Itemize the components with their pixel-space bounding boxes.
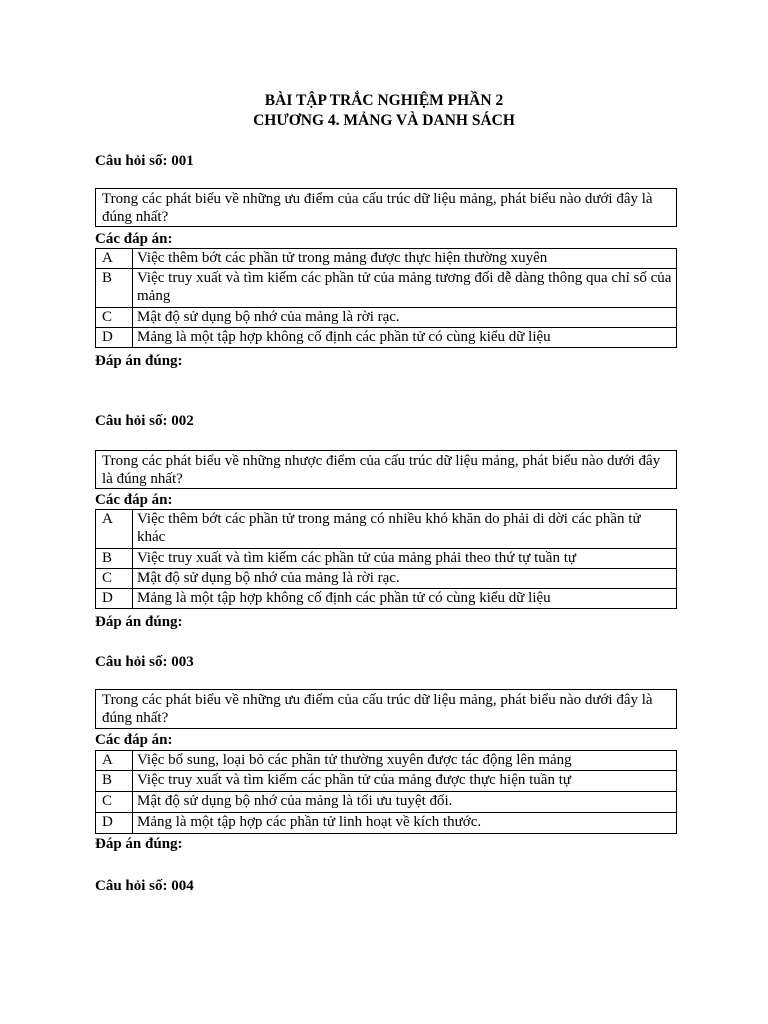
answer-letter: B: [96, 771, 133, 792]
question-text-box: [95, 450, 677, 489]
answer-text: Mảng là một tập hợp không cố định các phần tử có cùng kiểu dữ liệu: [133, 328, 677, 348]
answer-letter: A: [96, 510, 133, 549]
answer-row: [96, 308, 677, 328]
answer-row: [96, 269, 677, 308]
answer-row: [96, 328, 677, 348]
answer-letter: C: [96, 569, 133, 589]
question-text-box: [95, 689, 677, 729]
question-text-box: [95, 188, 677, 227]
answer-text: Việc truy xuất và tìm kiếm các phần tử của mảng phải theo thứ tự tuần tự: [133, 549, 677, 569]
answer-text: Mảng là một tập hợp các phần tử linh hoạt về kích thước.: [133, 813, 677, 834]
correct-answer-label: Đáp án đúng:: [95, 614, 183, 630]
answer-row: [96, 249, 677, 269]
answer-letter: D: [96, 328, 133, 348]
chapter-title: CHƯƠNG 4. MẢNG VÀ DANH SÁCH: [253, 112, 515, 129]
answer-text: Việc thêm bớt các phần tử trong mảng được thực hiện thường xuyên: [133, 249, 677, 269]
answer-row: [96, 792, 677, 813]
answers-label: Các đáp án:: [95, 231, 173, 247]
answer-row: [96, 510, 677, 549]
answer-row: [96, 751, 677, 771]
answer-letter: C: [96, 792, 133, 813]
answers-table: [95, 248, 677, 348]
answer-text: Việc truy xuất và tìm kiếm các phần tử của mảng được thực hiện tuần tự: [133, 771, 677, 792]
answer-text: Mật độ sử dụng bộ nhớ của mảng là tối ưu tuyệt đối.: [133, 792, 677, 813]
answer-letter: B: [96, 269, 133, 308]
document-title: BÀI TẬP TRẮC NGHIỆM PHẦN 2: [264, 92, 504, 109]
answers-label: Các đáp án:: [95, 492, 173, 508]
answer-text: Việc truy xuất và tìm kiếm các phần tử của mảng tương đối dễ dàng thông qua chỉ số của mảng: [133, 269, 677, 308]
answers-table: [95, 750, 677, 834]
correct-answer-label: Đáp án đúng:: [95, 353, 183, 369]
answer-letter: A: [96, 249, 133, 269]
answer-letter: D: [96, 813, 133, 834]
answer-text: Mật độ sử dụng bộ nhớ của mảng là rời rạc.: [133, 569, 677, 589]
answer-text: Việc thêm bớt các phần tử trong mảng có nhiều khó khăn do phải di dời các phần tử khác: [133, 510, 677, 549]
answers-label: Các đáp án:: [95, 732, 173, 748]
question-label: Câu hỏi số: 002: [95, 413, 194, 429]
answer-row: [96, 549, 677, 569]
answer-letter: A: [96, 751, 133, 771]
answer-text: Mật độ sử dụng bộ nhớ của mảng là rời rạc.: [133, 308, 677, 328]
correct-answer-label: Đáp án đúng:: [95, 836, 183, 852]
answer-letter: C: [96, 308, 133, 328]
answer-letter: B: [96, 549, 133, 569]
answers-table: [95, 509, 677, 609]
answer-row: [96, 589, 677, 609]
answer-row: [96, 569, 677, 589]
answer-row: [96, 813, 677, 834]
question-text: Trong các phát biểu về những ưu điểm của cấu trúc dữ liệu mảng, phát biểu nào dưới đây là đúng nhất?: [102, 692, 653, 726]
answer-text: Việc bổ sung, loại bỏ các phần tử thường xuyên được tác động lên mảng: [133, 751, 677, 771]
question-label: Câu hỏi số: 003: [95, 654, 194, 670]
question-label: Câu hỏi số: 004: [95, 878, 194, 894]
question-text: Trong các phát biểu về những nhược điểm của cấu trúc dữ liệu mảng, phát biểu nào dưới đây là đúng nhất?: [102, 453, 661, 487]
answer-text: Mảng là một tập hợp không cố định các phần tử có cùng kiểu dữ liệu: [133, 589, 677, 609]
question-label: Câu hỏi số: 001: [95, 153, 194, 169]
question-text: Trong các phát biểu về những ưu điểm của cấu trúc dữ liệu mảng, phát biểu nào dưới đây là đúng nhất?: [102, 191, 653, 225]
answer-row: [96, 771, 677, 792]
answer-letter: D: [96, 589, 133, 609]
